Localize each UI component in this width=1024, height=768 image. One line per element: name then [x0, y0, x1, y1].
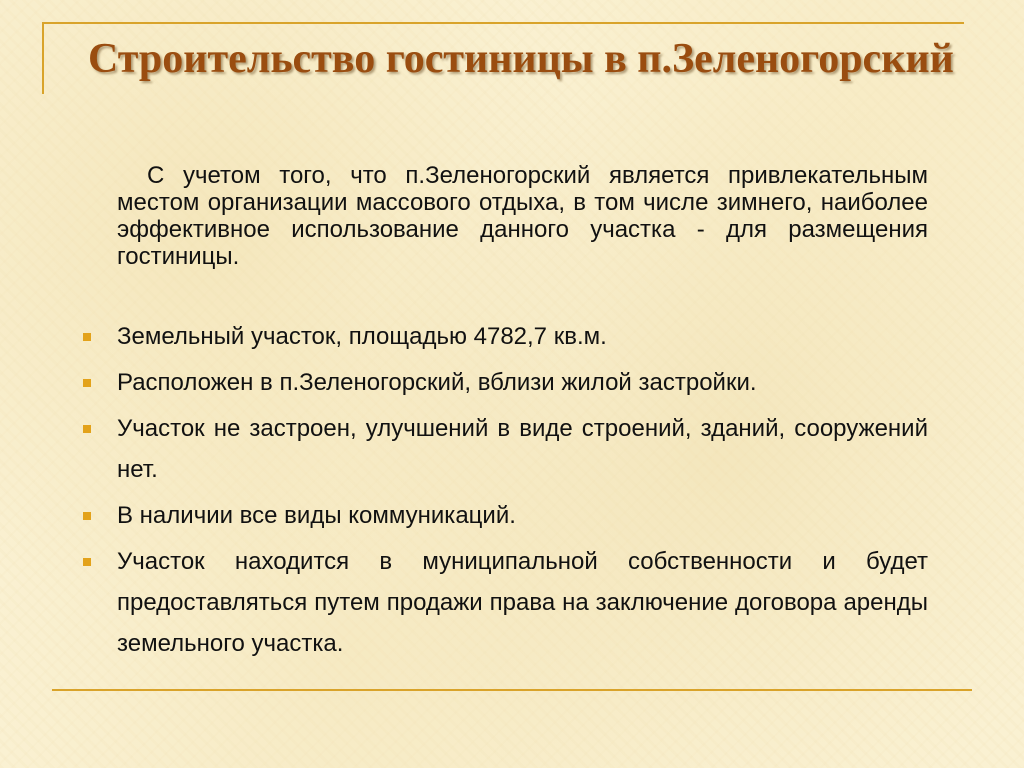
square-bullet-icon [83, 512, 91, 520]
bullet-text: Участок находится в муниципальной собственности и будет предоставляться путем продажи права на заключение договора аренды земельного участка. [117, 548, 928, 657]
bullet-text: В наличии все виды коммуникаций. [117, 502, 516, 529]
bullet-text: Участок не застроен, улучшений в виде строений, зданий, сооружений нет. [117, 415, 928, 483]
bullet-item-area [80, 316, 928, 357]
square-bullet-icon [83, 558, 91, 566]
bullet-item-undeveloped [80, 408, 928, 490]
square-bullet-icon [83, 425, 91, 433]
left-divider-line [42, 22, 44, 94]
top-divider-line [42, 22, 964, 24]
bottom-divider-line [52, 689, 972, 691]
bullet-list [80, 316, 928, 669]
bullet-item-utilities [80, 495, 928, 536]
bullet-item-ownership [80, 541, 928, 664]
slide-title: Строительство гостиницы в п.Зеленогорский [88, 36, 954, 82]
intro-paragraph: С учетом того, что п.Зеленогорский является привлекательным местом организации массового отдыха, в том числе зимнего, наиболее эффективное использование данного участка - для размещения гостиницы. [117, 162, 928, 270]
bullet-text: Земельный участок, площадью 4782,7 кв.м. [117, 323, 607, 350]
square-bullet-icon [83, 379, 91, 387]
bullet-item-location [80, 362, 928, 403]
square-bullet-icon [83, 333, 91, 341]
bullet-text: Расположен в п.Зеленогорский, вблизи жилой застройки. [117, 369, 757, 396]
